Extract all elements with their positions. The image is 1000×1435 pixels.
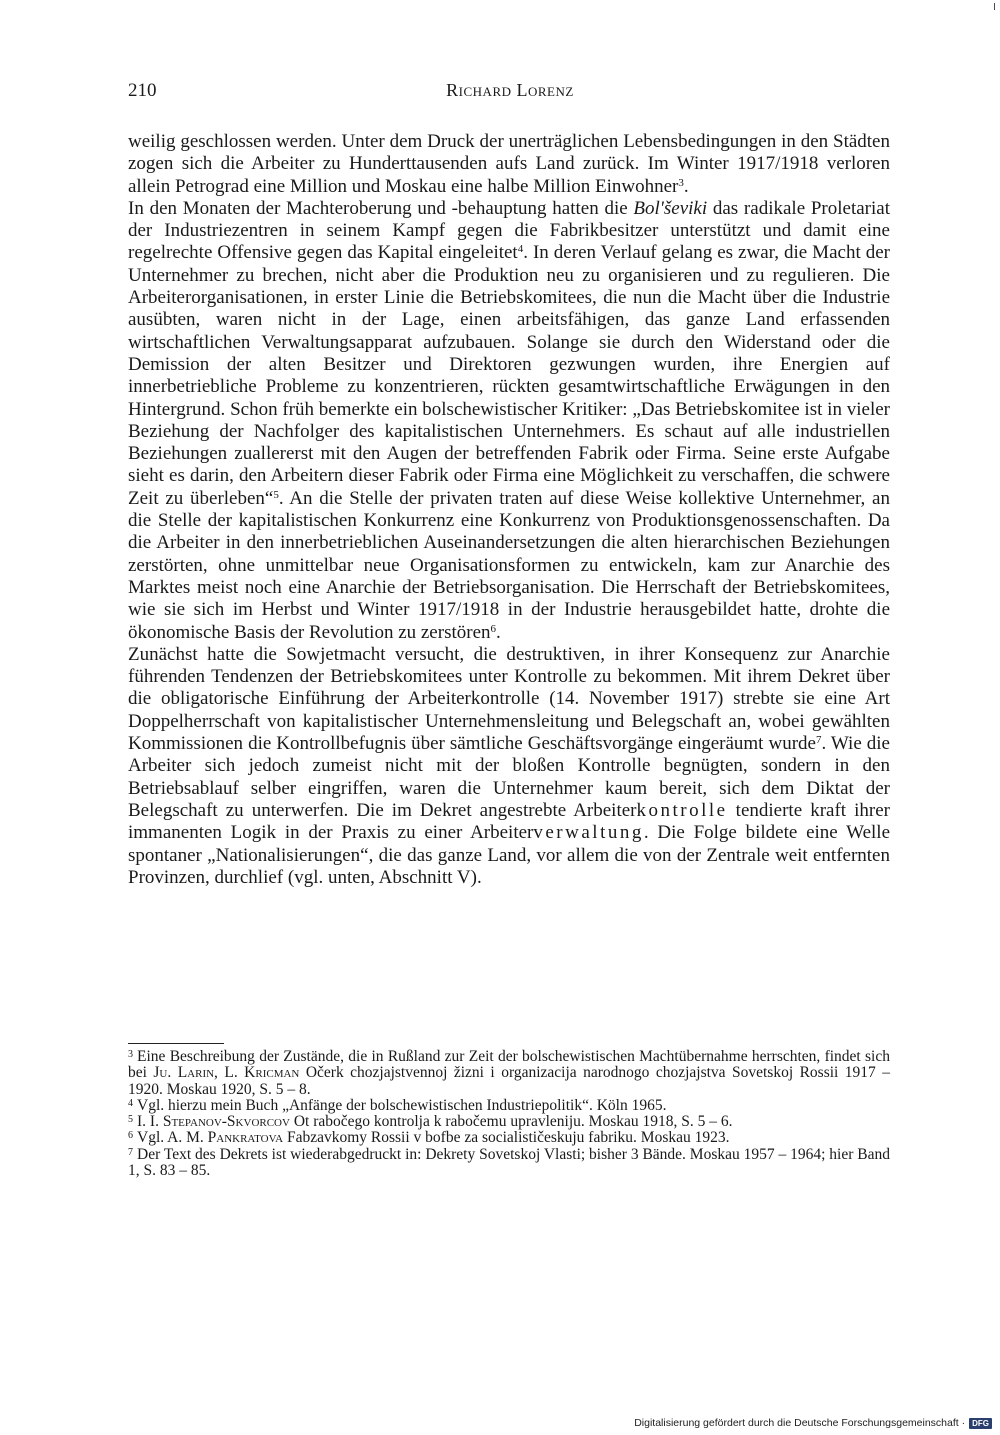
italic-term: Bol'ševiki [633,197,708,219]
corner-mark: I [993,2,996,13]
footnote-ref-4: 4 [517,243,524,256]
footnote-3: $^3$ Eine Beschreibung der Zustände, die in Rußland zur Zeit der bolschewistischen Machtübernahme herrschten, findet sich bei Ju. Larin, L. Kricman Očerk chozjajstvennoj žizni i organizacija narodnogo chozjajstva Sovetskoj Rossii 1917 – 1920. Moskau 1920, S. 5 – 8. [128,1048,891,1098]
footnote-ref-5: 5 [273,488,279,501]
dfg-logo: DFG [969,1418,992,1429]
credit-text: Digitalisierung gefördert durch die Deutsche Forschungsgemeinschaft · [634,1417,966,1429]
footnote-4: $^4$ Vgl. hierzu mein Buch „Anfänge der bolschewistischen Industriepolitik“. Köln 1965. [128,1096,667,1114]
running-head: Richard Lorenz [446,80,574,100]
paragraph-2: In den Monaten der Machteroberung und -behauptung hatten die Bol'ševiki das radikale Proletariat der Industriezentren in seinem Kampf gegen die Fabrikbesitzer unterstützt und damit eine regelrechte Offensive gegen das Kapital eingeleitet$^4$. In deren Verlauf gelang es zwar, die Macht der Unternehmer zu brechen, nicht aber die Produktion neu zu organisieren und zu regulieren. Die Arbeiterorganisationen, in erster Linie die Betriebskomitees, die nun die Macht über die Industrie ausübten, waren nicht in der Lage, einen arbeitsfähigen, das ganze Land erfassenden wirtschaftlichen Verwaltungsapparat aufzubauen. Solange sie durch den Widerstand oder die Demission der alten Besitzer und Direktoren gezwungen wurden, ihre Energien auf innerbetriebliche Probleme zu konzentrieren, rückten gesamtwirtschaftliche Erwägungen in den Hintergrund. Schon früh bemerkte ein bolschewistischer Kritiker: „Das Betriebskomitee ist in vieler Beziehung der Nachfolger des kapitalistischen Unternehmers. Es schaut auf alle industriellen Beziehungen zuallererst mit den Augen der betreffenden Fabrik oder Firma. Seine erste Aufgabe sieht es darin, den Arbeitern dieser Fabrik oder Firma eine Möglichkeit zu verschaffen, die schwere Zeit zu überleben“$^5$. An die Stelle der privaten traten auf diese Weise kollektive Unternehmer, an die Stelle der kapitalistischen Konkurrenz eine Konkurrenz von Produktionsgenossenschaften. Da die Arbeiter in den innerbetrieblichen Auseinandersetzungen die alten hierarchischen Beziehungen zerstörten, ohne unmittelbar neue Organisationsformen zu entwickeln, kam zur Anarchie des Marktes meist noch eine Anarchie der Betriebsorganisation. Die Herrschaft der Betriebskomitees, wie sie sich im Herbst und Winter 1917/1918 in der Industrie herausgebildet hatte, drohte die ökonomische Basis der Revolution zu zerstören$^6$. [128,197,890,643]
page-header [128,80,892,106]
body-text [128,131,890,889]
page-number: 210 [128,80,157,101]
footnote-7: $^7$ Der Text des Dekrets ist wiederabgedruckt in: Dekrety Sovetskoj Vlasti; bisher 3 Bände. Moskau 1957 – 1964; hier Band 1, S. 83 – 85. [128,1145,890,1180]
footnote-author: Ju. Larin, L. Kricman [153,1064,300,1082]
digitization-credit [634,1417,992,1429]
footnotes [128,1049,890,1179]
footnote-author: Stepanov-Skvorcov [162,1113,290,1131]
paragraph-1: weilig geschlossen werden. Unter dem Druck der unerträglichen Lebensbedingungen in den Städten zogen sich die Arbeiter zu Hunderttausenden aufs Land zurück. Im Winter 1917/1918 verloren allein Petrograd eine Million und Moskau eine halbe Million Einwohner$^3$. [128,131,890,197]
footnote-author: Pankratova [207,1129,284,1147]
footnote-rule [128,1043,224,1044]
spaced-emphasis: verwaltung [533,822,644,844]
spaced-emphasis: kontrolle [636,799,728,821]
footnote-5: $^5$ I. I. Stepanov-Skvorcov Ot rabočego kontrolja k rabočemu upravleniju. Moskau 1918, S. 5 – 6. [128,1113,733,1131]
footnote-ref-3: 3 [678,176,684,189]
paragraph-3: Zunächst hatte die Sowjetmacht versucht, die destruktiven, in ihrer Konsequenz zur Anarchie führenden Tendenzen der Betriebskomitees unter Kontrolle zu bekommen. Mit ihrem Dekret über die obligatorische Einführung der Arbeiterkontrolle (14. November 1917) strebte sie eine Art Doppelherrschaft von kapitalistischer Unternehmensleitung und Belegschaft an, wobei gewählten Kommissionen die Kontrollbefugnis über sämtliche Geschäftsvorgänge eingeräumt wurde$^7$. Wie die Arbeiter sich jedoch zumeist nicht mit der bloßen Kontrolle begnügten, sondern in den Betriebsablauf selber eingriffen, waren die Unternehmer kaum bereit, sich dem Diktat der Belegschaft zu unterwerfen. Die im Dekret angestrebte Arbeiterkontrolle tendierte kraft ihrer immanenten Logik in der Praxis zu einer Arbeiterverwaltung. Die Folge bildete eine Welle spontaner „Nationalisierungen“, die das ganze Land, vor allem die von der Zentrale weit entfernten Provinzen, durchlief (vgl. unten, Abschnitt V). [128,643,890,888]
footnote-ref-7: 7 [815,734,822,747]
footnote-ref-6: 6 [490,622,497,635]
footnote-6: $^6$ Vgl. A. M. Pankratova Fabzavkomy Rossii v bofbe za socialističeskuju fabriku. Moskau 1923. [128,1129,730,1147]
